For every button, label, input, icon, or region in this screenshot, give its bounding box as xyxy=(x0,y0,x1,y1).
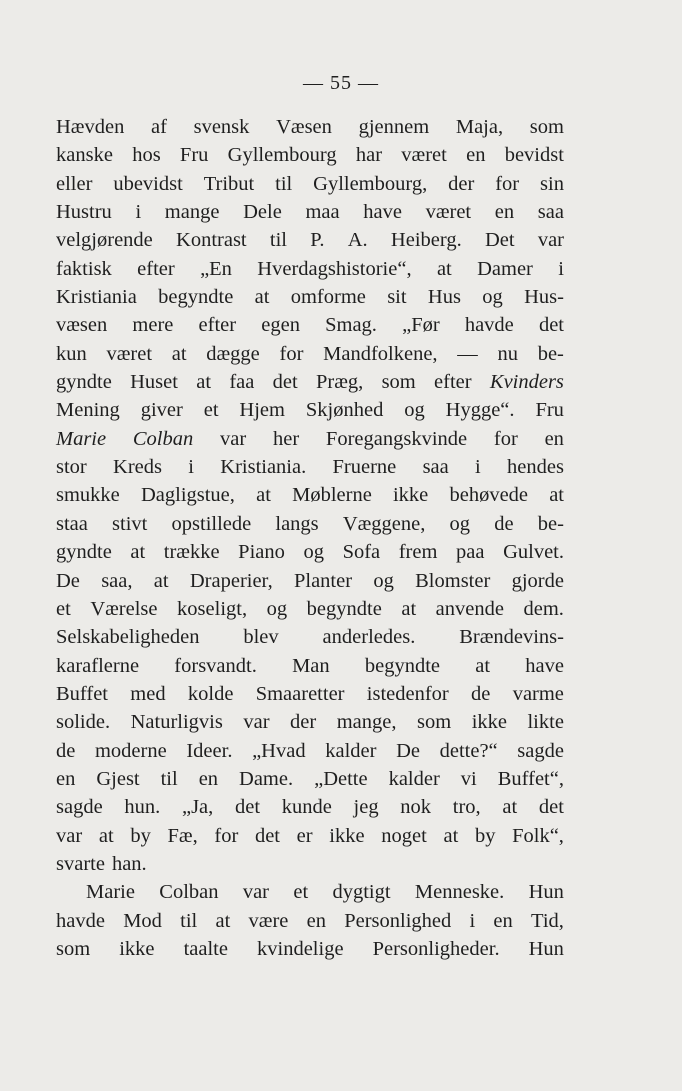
text-line: Hustru i mange Dele maa have været en saa xyxy=(56,201,564,224)
text-line: Hævden af svensk Væsen gjennem Maja, som xyxy=(56,116,564,138)
text-line: gyndte at trække Piano og Sofa frem paa Gulvet. xyxy=(56,541,564,564)
text-line: velgjørende Kontrast til P. A. Heiberg. Det var xyxy=(56,229,564,252)
text-line: væsen mere efter egen Smag. „Før havde det xyxy=(56,314,564,337)
text-line-paragraph-end: svarte han. xyxy=(56,852,147,875)
text-line: karaflerne forsvandt. Man begyndte at have xyxy=(56,654,564,677)
text-line: et Værelse koseligt, og begyndte at anvende dem. xyxy=(56,597,564,620)
text-line: stor Kreds i Kristiania. Fruerne saa i hendes xyxy=(56,456,564,479)
text-line: eller ubevidst Tribut til Gyllembourg, der for sin xyxy=(56,172,564,195)
body-text xyxy=(56,113,564,963)
text-line: kun været at dægge for Mandfolkene, — nu be- xyxy=(56,342,564,365)
text-line: en Gjest til en Dame. „Dette kalder vi Buffet“, xyxy=(56,767,564,790)
text-line: staa stivt opstillede langs Væggene, og de be- xyxy=(56,512,564,535)
text-line: kanske hos Fru Gyllembourg har været en bevidst xyxy=(56,144,564,167)
text-line: havde Mod til at være en Personlighed i en Tid, xyxy=(56,909,564,932)
text-line: var at by Fæ, for det er ikke noget at by Folk“, xyxy=(56,824,564,847)
text-line: faktisk efter „En Hverdagshistorie“, at Damer i xyxy=(56,257,564,280)
text-line: Selskabeligheden blev anderledes. Brændevins- xyxy=(56,626,564,649)
text-line: solide. Naturligvis var der mange, som ikke likte xyxy=(56,711,564,734)
text-line: Mening giver et Hjem Skjønhed og Hygge“. Fru xyxy=(56,399,564,422)
page-number: — 55 — xyxy=(303,72,379,94)
text-line: gyndte Huset at faa det Præg, som efter Kvinders xyxy=(56,371,564,394)
text-line-paragraph-start: Marie Colban var et dygtigt Menneske. Hun xyxy=(86,881,564,904)
text-line: Kristiania begyndte at omforme sit Hus og Hus- xyxy=(56,286,564,309)
text-line: de moderne Ideer. „Hvad kalder De dette?“ sagde xyxy=(56,739,564,762)
text-line: De saa, at Draperier, Planter og Blomster gjorde xyxy=(56,569,564,592)
text-line: sagde hun. „Ja, det kunde jeg nok tro, at det xyxy=(56,796,564,819)
text-line: som ikke taalte kvindelige Personligheder. Hun xyxy=(56,937,564,960)
text-line: smukke Dagligstue, at Møblerne ikke behøvede at xyxy=(56,484,564,507)
text-line: Marie Colban var her Foregangskvinde for en xyxy=(56,427,564,450)
text-line: Buffet med kolde Smaaretter istedenfor de varme xyxy=(56,682,564,705)
